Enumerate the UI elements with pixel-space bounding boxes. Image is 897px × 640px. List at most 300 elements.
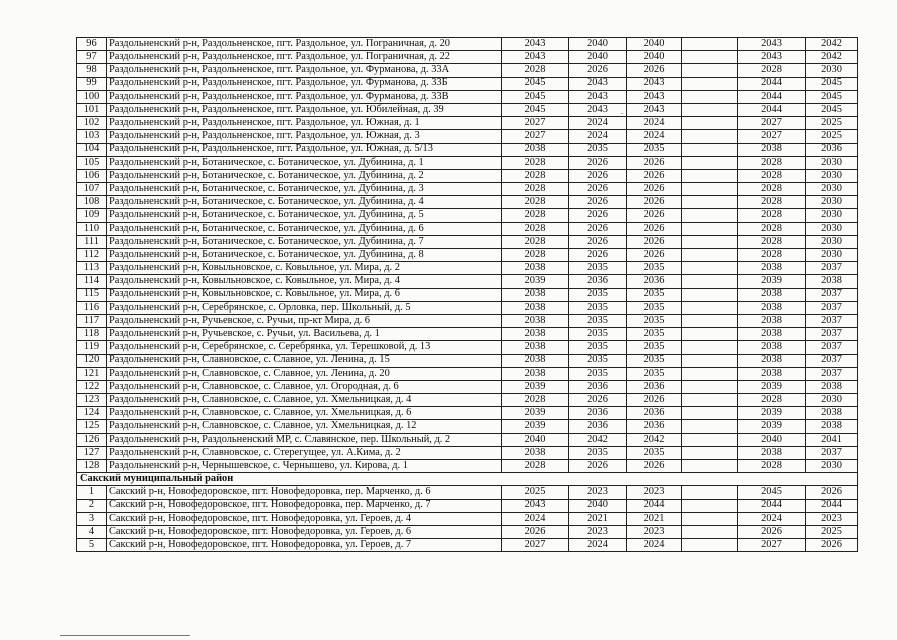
year-col-4 — [682, 275, 738, 288]
table-row — [77, 249, 858, 262]
row-number: 105 — [77, 156, 107, 169]
year-col-2: 2035 — [569, 446, 627, 459]
table-row — [77, 328, 858, 341]
table-row — [77, 380, 858, 393]
table-row — [77, 183, 858, 196]
year-col-3: 2023 — [627, 486, 682, 499]
year-col-6: 2030 — [806, 235, 858, 248]
year-col-6: 2037 — [806, 367, 858, 380]
year-col-2: 2040 — [569, 38, 627, 51]
year-col-5: 2028 — [738, 460, 806, 473]
year-col-1: 2038 — [502, 367, 569, 380]
year-col-4 — [682, 51, 738, 64]
year-col-1: 2028 — [502, 209, 569, 222]
year-col-4 — [682, 420, 738, 433]
year-col-5: 2038 — [738, 446, 806, 459]
row-address: Раздольненский р-н, Раздольненское, пгт. Раздольное, ул. Юбилейная, д. 39 — [107, 103, 502, 116]
row-address: Раздольненский р-н, Чернышевское, с. Чернышево, ул. Кирова, д. 1 — [107, 460, 502, 473]
year-col-1: 2026 — [502, 525, 569, 538]
year-col-5: 2043 — [738, 51, 806, 64]
row-address: Раздольненский р-н, Славновское, с. Славное, ул. Огородная, д. 6 — [107, 380, 502, 393]
year-col-5: 2040 — [738, 433, 806, 446]
year-col-3: 2026 — [627, 460, 682, 473]
year-col-6: 2030 — [806, 394, 858, 407]
year-col-3: 2026 — [627, 183, 682, 196]
year-col-6: 2037 — [806, 314, 858, 327]
year-col-2: 2035 — [569, 301, 627, 314]
year-col-2: 2040 — [569, 499, 627, 512]
year-col-4 — [682, 222, 738, 235]
row-number: 5 — [77, 539, 107, 552]
row-address: Раздольненский р-н, Раздольненское, пгт. Раздольное, ул. Фурманова, д. 33В — [107, 90, 502, 103]
year-col-2: 2026 — [569, 222, 627, 235]
row-address: Раздольненский р-н, Славновское, с. Стерегущее, ул. А.Кима, д. 2 — [107, 446, 502, 459]
table-row — [77, 90, 858, 103]
row-address: Раздольненский р-н, Славновское, с. Славное, ул. Хмельницкая, д. 12 — [107, 420, 502, 433]
row-number: 104 — [77, 143, 107, 156]
year-col-1: 2028 — [502, 394, 569, 407]
year-col-1: 2038 — [502, 262, 569, 275]
row-address: Раздольненский р-н, Ботаническое, с. Ботаническое, ул. Дубинина, д. 1 — [107, 156, 502, 169]
year-col-5: 2038 — [738, 328, 806, 341]
year-col-5: 2038 — [738, 288, 806, 301]
row-address: Раздольненский р-н, Ботаническое, с. Ботаническое, ул. Дубинина, д. 3 — [107, 183, 502, 196]
year-col-3: 2036 — [627, 380, 682, 393]
row-number: 115 — [77, 288, 107, 301]
year-col-5: 2044 — [738, 90, 806, 103]
year-col-2: 2036 — [569, 420, 627, 433]
year-col-2: 2024 — [569, 117, 627, 130]
table-row — [77, 235, 858, 248]
year-col-6: 2037 — [806, 446, 858, 459]
year-col-6: 2038 — [806, 380, 858, 393]
row-address: Сакский р-н, Новофедоровское, пгт. Новофедоровка, ул. Героев, д. 6 — [107, 525, 502, 538]
row-address: Раздольненский р-н, Серебрянское, с. Серебрянка, ул. Терешковой, д. 13 — [107, 341, 502, 354]
year-col-6: 2044 — [806, 499, 858, 512]
year-col-6: 2025 — [806, 130, 858, 143]
table-row — [77, 143, 858, 156]
table-row — [77, 486, 858, 499]
row-number: 126 — [77, 433, 107, 446]
year-col-5: 2028 — [738, 209, 806, 222]
year-col-6: 2036 — [806, 143, 858, 156]
table-row — [77, 196, 858, 209]
year-col-2: 2026 — [569, 394, 627, 407]
row-number: 4 — [77, 525, 107, 538]
table-row — [77, 288, 858, 301]
year-col-4 — [682, 512, 738, 525]
row-number: 98 — [77, 64, 107, 77]
year-col-2: 2023 — [569, 486, 627, 499]
year-col-5: 2039 — [738, 380, 806, 393]
table-row — [77, 539, 858, 552]
year-col-2: 2024 — [569, 130, 627, 143]
row-number: 103 — [77, 130, 107, 143]
row-address: Раздольненский р-н, Славновское, с. Славное, ул. Хмельницкая, д. 6 — [107, 407, 502, 420]
year-col-5: 2038 — [738, 301, 806, 314]
year-col-1: 2028 — [502, 249, 569, 262]
year-col-2: 2036 — [569, 275, 627, 288]
year-col-6: 2030 — [806, 169, 858, 182]
year-col-6: 2030 — [806, 209, 858, 222]
year-col-6: 2037 — [806, 301, 858, 314]
year-col-3: 2026 — [627, 209, 682, 222]
year-col-3: 2023 — [627, 525, 682, 538]
year-col-1: 2039 — [502, 380, 569, 393]
year-col-1: 2038 — [502, 288, 569, 301]
year-col-4 — [682, 499, 738, 512]
row-address: Сакский р-н, Новофедоровское, пгт. Новофедоровка, ул. Героев, д. 4 — [107, 512, 502, 525]
row-address: Раздольненский р-н, Серебрянское, с. Орловка, пер. Школьный, д. 5 — [107, 301, 502, 314]
row-address: Раздольненский р-н, Ботаническое, с. Ботаническое, ул. Дубинина, д. 6 — [107, 222, 502, 235]
year-col-3: 2036 — [627, 275, 682, 288]
year-col-1: 2043 — [502, 51, 569, 64]
year-col-4 — [682, 143, 738, 156]
year-col-2: 2035 — [569, 262, 627, 275]
row-address: Раздольненский р-н, Ручьевское, с. Ручьи, пр-кт Мира, д. 6 — [107, 314, 502, 327]
table-row — [77, 512, 858, 525]
row-number: 108 — [77, 196, 107, 209]
row-number: 96 — [77, 38, 107, 51]
table-row — [77, 169, 858, 182]
year-col-4 — [682, 433, 738, 446]
year-col-1: 2043 — [502, 499, 569, 512]
table-row — [77, 262, 858, 275]
year-col-2: 2026 — [569, 156, 627, 169]
row-address: Раздольненский р-н, Ковыльновское, с. Ковыльное, ул. Мира, д. 4 — [107, 275, 502, 288]
year-col-1: 2028 — [502, 183, 569, 196]
year-col-6: 2026 — [806, 486, 858, 499]
year-col-2: 2026 — [569, 249, 627, 262]
table-row — [77, 314, 858, 327]
table-row — [77, 222, 858, 235]
year-col-1: 2039 — [502, 275, 569, 288]
year-col-4 — [682, 38, 738, 51]
year-col-3: 2035 — [627, 288, 682, 301]
year-col-3: 2021 — [627, 512, 682, 525]
year-col-1: 2040 — [502, 433, 569, 446]
year-col-5: 2044 — [738, 499, 806, 512]
year-col-2: 2026 — [569, 64, 627, 77]
year-col-3: 2035 — [627, 341, 682, 354]
table-row — [77, 38, 858, 51]
table-row — [77, 420, 858, 433]
year-col-1: 2028 — [502, 235, 569, 248]
row-number: 99 — [77, 77, 107, 90]
year-col-4 — [682, 341, 738, 354]
year-col-2: 2043 — [569, 90, 627, 103]
year-col-2: 2026 — [569, 209, 627, 222]
year-col-4 — [682, 103, 738, 116]
year-col-2: 2040 — [569, 51, 627, 64]
table-row — [77, 460, 858, 473]
table-row — [77, 117, 858, 130]
year-col-5: 2028 — [738, 64, 806, 77]
row-address: Раздольненский р-н, Ботаническое, с. Ботаническое, ул. Дубинина, д. 8 — [107, 249, 502, 262]
row-address: Раздольненский р-н, Славновское, с. Славное, ул. Ленина, д. 20 — [107, 367, 502, 380]
section-title: Сакский муниципальный район — [77, 473, 858, 486]
year-col-1: 2028 — [502, 64, 569, 77]
year-col-1: 2043 — [502, 38, 569, 51]
table-row — [77, 525, 858, 538]
row-number: 100 — [77, 90, 107, 103]
row-number: 117 — [77, 314, 107, 327]
year-col-4 — [682, 130, 738, 143]
year-col-5: 2038 — [738, 354, 806, 367]
year-col-2: 2026 — [569, 196, 627, 209]
row-number: 109 — [77, 209, 107, 222]
year-col-6: 2037 — [806, 288, 858, 301]
year-col-5: 2039 — [738, 275, 806, 288]
row-number: 113 — [77, 262, 107, 275]
year-col-4 — [682, 183, 738, 196]
row-number: 127 — [77, 446, 107, 459]
row-address: Раздольненский р-н, Ботаническое, с. Ботаническое, ул. Дубинина, д. 2 — [107, 169, 502, 182]
year-col-3: 2043 — [627, 90, 682, 103]
registry-body-bottom — [77, 486, 858, 552]
year-col-3: 2040 — [627, 51, 682, 64]
table-row — [77, 130, 858, 143]
row-number: 114 — [77, 275, 107, 288]
year-col-6: 2037 — [806, 341, 858, 354]
year-col-6: 2025 — [806, 117, 858, 130]
year-col-5: 2028 — [738, 222, 806, 235]
year-col-1: 2025 — [502, 486, 569, 499]
row-number: 107 — [77, 183, 107, 196]
year-col-4 — [682, 288, 738, 301]
year-col-5: 2028 — [738, 196, 806, 209]
year-col-6: 2030 — [806, 196, 858, 209]
table-row — [77, 367, 858, 380]
year-col-3: 2035 — [627, 328, 682, 341]
year-col-5: 2038 — [738, 143, 806, 156]
year-col-6: 2045 — [806, 103, 858, 116]
table-row — [77, 51, 858, 64]
year-col-1: 2028 — [502, 196, 569, 209]
row-number: 97 — [77, 51, 107, 64]
row-address: Раздольненский р-н, Раздольненское, пгт. Раздольное, ул. Пограничная, д. 22 — [107, 51, 502, 64]
year-col-4 — [682, 209, 738, 222]
year-col-4 — [682, 367, 738, 380]
year-col-3: 2035 — [627, 301, 682, 314]
row-address: Раздольненский р-н, Раздольненское, пгт. Раздольное, ул. Южная, д. 5/13 — [107, 143, 502, 156]
year-col-4 — [682, 156, 738, 169]
year-col-5: 2027 — [738, 117, 806, 130]
row-address: Сакский р-н, Новофедоровское, пгт. Новофедоровка, пер. Марченко, д. 6 — [107, 486, 502, 499]
year-col-1: 2045 — [502, 77, 569, 90]
year-col-6: 2026 — [806, 539, 858, 552]
year-col-5: 2028 — [738, 169, 806, 182]
year-col-3: 2035 — [627, 262, 682, 275]
year-col-6: 2038 — [806, 420, 858, 433]
year-col-6: 2038 — [806, 275, 858, 288]
year-col-1: 2028 — [502, 156, 569, 169]
year-col-5: 2038 — [738, 314, 806, 327]
year-col-6: 2023 — [806, 512, 858, 525]
year-col-1: 2045 — [502, 103, 569, 116]
table-row — [77, 341, 858, 354]
row-number: 116 — [77, 301, 107, 314]
year-col-4 — [682, 525, 738, 538]
table-row — [77, 64, 858, 77]
table-row — [77, 433, 858, 446]
row-address: Сакский р-н, Новофедоровское, пгт. Новофедоровка, пер. Марченко, д. 7 — [107, 499, 502, 512]
year-col-6: 2030 — [806, 249, 858, 262]
year-col-4 — [682, 301, 738, 314]
year-col-3: 2042 — [627, 433, 682, 446]
year-col-2: 2035 — [569, 354, 627, 367]
row-address: Раздольненский р-н, Раздольненское, пгт. Раздольное, ул. Пограничная, д. 20 — [107, 38, 502, 51]
year-col-3: 2026 — [627, 249, 682, 262]
year-col-5: 2044 — [738, 103, 806, 116]
row-number: 120 — [77, 354, 107, 367]
year-col-1: 2038 — [502, 328, 569, 341]
year-col-6: 2045 — [806, 90, 858, 103]
year-col-6: 2041 — [806, 433, 858, 446]
scan-artifact-line — [60, 635, 190, 636]
year-col-2: 2035 — [569, 367, 627, 380]
row-number: 1 — [77, 486, 107, 499]
registry-table — [76, 37, 858, 552]
year-col-4 — [682, 117, 738, 130]
year-col-5: 2027 — [738, 539, 806, 552]
year-col-2: 2026 — [569, 169, 627, 182]
year-col-5: 2045 — [738, 486, 806, 499]
year-col-5: 2028 — [738, 183, 806, 196]
year-col-4 — [682, 90, 738, 103]
year-col-4 — [682, 460, 738, 473]
year-col-6: 2030 — [806, 460, 858, 473]
row-number: 123 — [77, 394, 107, 407]
year-col-2: 2042 — [569, 433, 627, 446]
row-address: Раздольненский р-н, Ковыльновское, с. Ковыльное, ул. Мира, д. 2 — [107, 262, 502, 275]
year-col-3: 2026 — [627, 64, 682, 77]
year-col-4 — [682, 249, 738, 262]
row-address: Раздольненский р-н, Раздольненский МР, с. Славянское, пер. Школьный, д. 2 — [107, 433, 502, 446]
year-col-2: 2026 — [569, 235, 627, 248]
year-col-1: 2038 — [502, 314, 569, 327]
year-col-4 — [682, 354, 738, 367]
row-address: Раздольненский р-н, Ботаническое, с. Ботаническое, ул. Дубинина, д. 7 — [107, 235, 502, 248]
row-number: 102 — [77, 117, 107, 130]
year-col-3: 2026 — [627, 222, 682, 235]
year-col-2: 2026 — [569, 460, 627, 473]
year-col-2: 2035 — [569, 314, 627, 327]
year-col-1: 2028 — [502, 460, 569, 473]
year-col-3: 2026 — [627, 235, 682, 248]
row-number: 121 — [77, 367, 107, 380]
year-col-6: 2030 — [806, 64, 858, 77]
year-col-6: 2037 — [806, 354, 858, 367]
year-col-3: 2024 — [627, 539, 682, 552]
year-col-4 — [682, 77, 738, 90]
year-col-5: 2043 — [738, 38, 806, 51]
year-col-1: 2045 — [502, 90, 569, 103]
row-number: 101 — [77, 103, 107, 116]
year-col-6: 2042 — [806, 51, 858, 64]
year-col-2: 2035 — [569, 143, 627, 156]
year-col-5: 2026 — [738, 525, 806, 538]
year-col-2: 2024 — [569, 539, 627, 552]
row-number: 128 — [77, 460, 107, 473]
year-col-3: 2035 — [627, 446, 682, 459]
year-col-4 — [682, 394, 738, 407]
year-col-3: 2026 — [627, 156, 682, 169]
year-col-4 — [682, 235, 738, 248]
year-col-1: 2038 — [502, 301, 569, 314]
year-col-3: 2036 — [627, 407, 682, 420]
year-col-2: 2035 — [569, 341, 627, 354]
year-col-1: 2039 — [502, 420, 569, 433]
row-number: 2 — [77, 499, 107, 512]
year-col-6: 2030 — [806, 183, 858, 196]
table-row — [77, 156, 858, 169]
year-col-3: 2035 — [627, 143, 682, 156]
year-col-4 — [682, 314, 738, 327]
row-address: Раздольненский р-н, Ботаническое, с. Ботаническое, ул. Дубинина, д. 5 — [107, 209, 502, 222]
year-col-5: 2024 — [738, 512, 806, 525]
year-col-1: 2028 — [502, 169, 569, 182]
year-col-2: 2021 — [569, 512, 627, 525]
row-address: Раздольненский р-н, Славновское, с. Славное, ул. Хмельницкая, д. 4 — [107, 394, 502, 407]
year-col-3: 2043 — [627, 103, 682, 116]
table-row — [77, 275, 858, 288]
row-address: Раздольненский р-н, Ковыльновское, с. Ковыльное, ул. Мира, д. 6 — [107, 288, 502, 301]
year-col-6: 2037 — [806, 328, 858, 341]
year-col-1: 2038 — [502, 354, 569, 367]
row-number: 112 — [77, 249, 107, 262]
row-address: Раздольненский р-н, Ручьевское, с. Ручьи, ул. Васильева, д. 1 — [107, 328, 502, 341]
year-col-5: 2028 — [738, 156, 806, 169]
year-col-6: 2038 — [806, 407, 858, 420]
year-col-6: 2030 — [806, 222, 858, 235]
table-row — [77, 77, 858, 90]
year-col-4 — [682, 196, 738, 209]
table-row — [77, 354, 858, 367]
row-address: Раздольненский р-н, Раздольненское, пгт. Раздольное, ул. Фурманова, д. 33А — [107, 64, 502, 77]
year-col-3: 2024 — [627, 117, 682, 130]
year-col-2: 2026 — [569, 183, 627, 196]
year-col-3: 2035 — [627, 314, 682, 327]
year-col-5: 2028 — [738, 394, 806, 407]
year-col-6: 2042 — [806, 38, 858, 51]
registry-body-top — [77, 38, 858, 473]
year-col-4 — [682, 380, 738, 393]
year-col-6: 2037 — [806, 262, 858, 275]
year-col-4 — [682, 64, 738, 77]
row-address: Раздольненский р-н, Славновское, с. Славное, ул. Ленина, д. 15 — [107, 354, 502, 367]
year-col-5: 2039 — [738, 420, 806, 433]
year-col-4 — [682, 539, 738, 552]
year-col-1: 2038 — [502, 143, 569, 156]
pen-mark: ˇ — [621, 112, 624, 120]
year-col-2: 2036 — [569, 380, 627, 393]
year-col-4 — [682, 262, 738, 275]
year-col-5: 2038 — [738, 341, 806, 354]
year-col-6: 2030 — [806, 156, 858, 169]
year-col-4 — [682, 328, 738, 341]
year-col-5: 2027 — [738, 130, 806, 143]
year-col-5: 2028 — [738, 249, 806, 262]
year-col-5: 2038 — [738, 367, 806, 380]
section-row — [77, 473, 858, 486]
year-col-5: 2038 — [738, 262, 806, 275]
year-col-1: 2038 — [502, 446, 569, 459]
row-number: 110 — [77, 222, 107, 235]
row-address: Раздольненский р-н, Раздольненское, пгт. Раздольное, ул. Южная, д. 1 — [107, 117, 502, 130]
row-number: 3 — [77, 512, 107, 525]
year-col-1: 2039 — [502, 407, 569, 420]
